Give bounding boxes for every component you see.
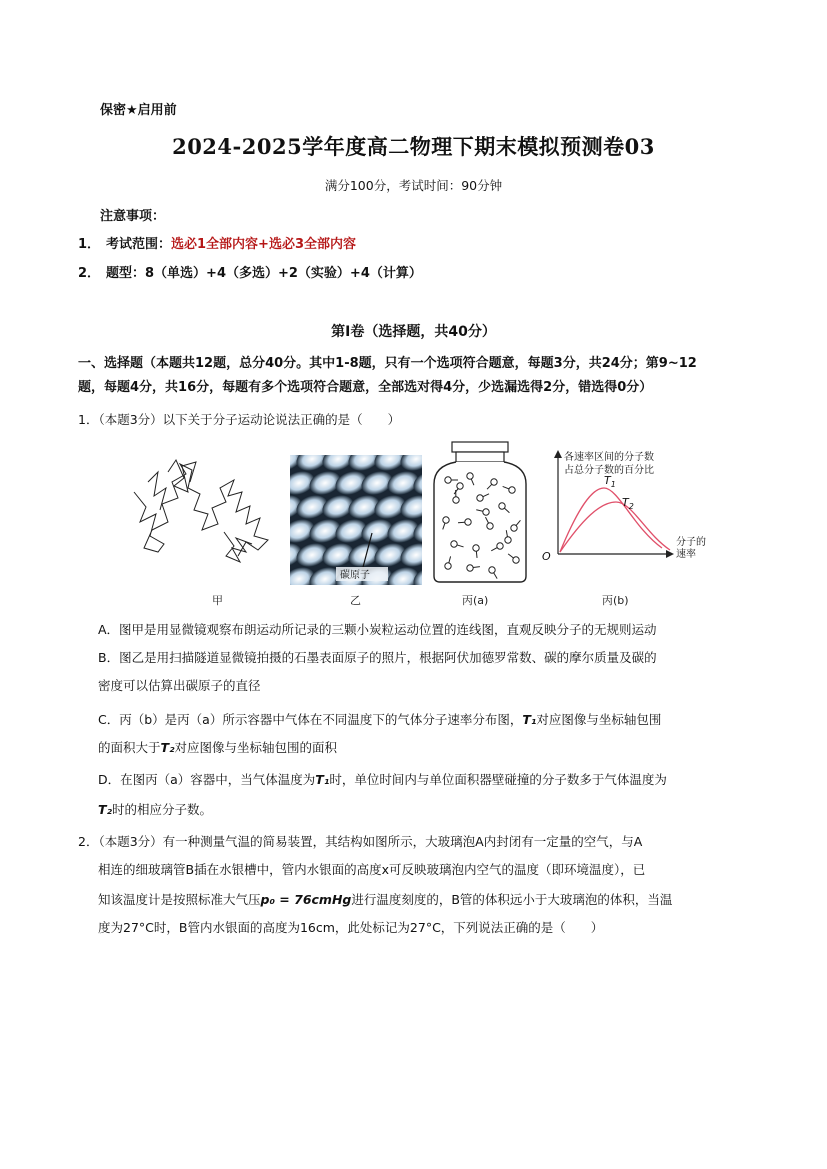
y-axis-arrow-icon bbox=[554, 450, 562, 458]
brownian-motion-figure bbox=[128, 452, 276, 572]
option-a: A．图甲是用显微镜观察布朗运动所记录的三颗小炭粒运动位置的连线图，直观反映分子的无规则运动 bbox=[98, 622, 657, 637]
graph-origin: O bbox=[542, 550, 551, 563]
question-2-line4: 度为27°C时，B管内水银面的高度为16cm，此处标记为27°C，下列说法正确的是（ ） bbox=[98, 920, 604, 935]
option-d-text-3: 时的相应分子数。 bbox=[112, 802, 213, 817]
gas-molecule bbox=[483, 509, 489, 515]
option-c-text-2: 对应图像与坐标轴包围 bbox=[536, 712, 662, 727]
instruction-line-2: 题，每题4分，共16分，每题有多个选项符合题意，全部选对得4分，少选漏选得2分，错选得0分） bbox=[78, 380, 653, 395]
carbon-atom-label: 碳原子 bbox=[340, 570, 370, 581]
exam-subtitle: 满分100分，考试时间：90分钟 bbox=[324, 178, 503, 193]
q2-text-a: 知该温度计是按照标准大气压 bbox=[98, 892, 261, 907]
gas-molecule bbox=[445, 477, 451, 483]
option-c-text-1: C．丙（b）是丙（a）所示容器中气体在不同温度下的气体分子速率分布图， bbox=[98, 712, 523, 727]
symbol-t1: T₁ bbox=[315, 772, 330, 787]
symbol-t2: T₂ bbox=[160, 740, 175, 755]
gas-molecule bbox=[505, 537, 511, 543]
gas-molecule bbox=[497, 543, 503, 549]
note-item-1 bbox=[78, 233, 356, 252]
gas-molecule bbox=[453, 497, 459, 503]
gas-molecule bbox=[451, 541, 457, 547]
graph-y-label-1: 各速率区间的分子数 bbox=[564, 452, 654, 463]
gas-molecule bbox=[477, 495, 483, 501]
symbol-t2: T₂ bbox=[98, 802, 113, 817]
note-item-2 bbox=[78, 262, 422, 281]
gas-molecule bbox=[513, 557, 519, 563]
option-c-text-4: 对应图像与坐标轴包围的面积 bbox=[174, 740, 338, 755]
option-d-text-1: D．在图丙（a）容器中，当气体温度为 bbox=[98, 772, 316, 787]
question-2-line1: 2．（本题3分）有一种测量气温的简易装置，其结构如图所示，大玻璃泡A内封闭有一定量的空气，与A bbox=[78, 834, 643, 849]
instruction-line-1: 一、选择题（本题共12题，总分40分。其中1-8题，只有一个选项符合题意，每题3分，共24分；第9~12 bbox=[78, 356, 697, 371]
note-number: 1． bbox=[78, 237, 101, 252]
note-scope-value: 选必1全部内容+选必3全部内容 bbox=[171, 237, 356, 252]
curve-t2-label: $T_2$ bbox=[622, 496, 634, 511]
symbol-t1: T₁ bbox=[522, 712, 537, 727]
option-d-text-2: 时，单位时间内与单位面积器壁碰撞的分子数多于气体温度为 bbox=[329, 772, 667, 787]
section-title: 第I卷（选择题，共40分） bbox=[331, 324, 496, 340]
section-instruction bbox=[78, 352, 758, 400]
gas-molecule bbox=[457, 483, 463, 489]
gas-molecule bbox=[511, 525, 517, 531]
option-b-line2: 密度可以估算出碳原子的直径 bbox=[98, 678, 261, 693]
figure-label-bing-b: 丙(b) bbox=[602, 594, 629, 607]
curve-t1-label: $T_1$ bbox=[604, 474, 616, 489]
graphite-stm-figure bbox=[290, 455, 422, 585]
gas-molecule bbox=[509, 487, 515, 493]
speed-distribution-graph bbox=[538, 448, 716, 584]
gas-molecule bbox=[445, 563, 451, 569]
x-axis-arrow-icon bbox=[666, 550, 674, 558]
question-2-line2: 相连的细玻璃管B插在水银槽中，管内水银面的高度x可反映玻璃泡内空气的温度（即环境温度），已 bbox=[98, 862, 646, 877]
figure-label-yi: 乙 bbox=[350, 594, 361, 607]
gas-molecule bbox=[467, 473, 473, 479]
velocity-arrow bbox=[476, 551, 477, 558]
graph-x-label-2: 速率 bbox=[676, 549, 696, 560]
question-1-stem: 1．（本题3分）以下关于分子运动论说法正确的是（ ） bbox=[78, 412, 401, 427]
option-b-line1: B．图乙是用扫描隧道显微镜拍摄的石墨表面原子的照片，根据阿伏加德罗常数、碳的摩尔质量及碳的 bbox=[98, 650, 657, 665]
note-label: 题型：8（单选）+4（多选）+2（实验）+4（计算） bbox=[106, 266, 422, 281]
curve-t2 bbox=[560, 502, 670, 552]
note-number: 2． bbox=[78, 266, 101, 281]
q2-text-b: 进行温度刻度的，B管的体积远小于大玻璃泡的体积，当温 bbox=[351, 892, 673, 907]
figure-label-jia: 甲 bbox=[212, 594, 223, 607]
exam-title: 2024-2025学年度高二物理下期末模拟预测卷03 bbox=[172, 134, 655, 159]
gas-molecule bbox=[499, 503, 505, 509]
option-c-text-3: 的面积大于 bbox=[98, 740, 161, 755]
option-d-line2 bbox=[98, 796, 758, 824]
graph-x-label-1: 分子的 bbox=[676, 537, 706, 548]
graph-y-label-2: 占总分子数的百分比 bbox=[564, 465, 654, 476]
gas-molecule bbox=[487, 523, 493, 529]
gas-molecule bbox=[489, 567, 495, 573]
curve-t1 bbox=[560, 488, 662, 552]
gas-molecule bbox=[473, 545, 479, 551]
option-d-line1 bbox=[98, 766, 758, 794]
confidential-label: 保密★启用前 bbox=[100, 103, 177, 118]
q2-pressure-formula: p₀ = 76cmHg bbox=[260, 892, 352, 907]
notes-heading: 注意事项： bbox=[100, 209, 166, 224]
figure-label-bing-a: 丙(a) bbox=[462, 594, 489, 607]
gas-molecule bbox=[491, 479, 497, 485]
gas-molecule bbox=[465, 519, 471, 525]
question-2-line3 bbox=[98, 886, 758, 914]
option-c-line1 bbox=[98, 706, 758, 734]
gas-container-figure bbox=[430, 440, 530, 586]
gas-molecule bbox=[467, 565, 473, 571]
gas-molecule bbox=[443, 517, 449, 523]
option-c-line2 bbox=[98, 734, 758, 762]
note-label: 考试范围： bbox=[106, 237, 172, 252]
